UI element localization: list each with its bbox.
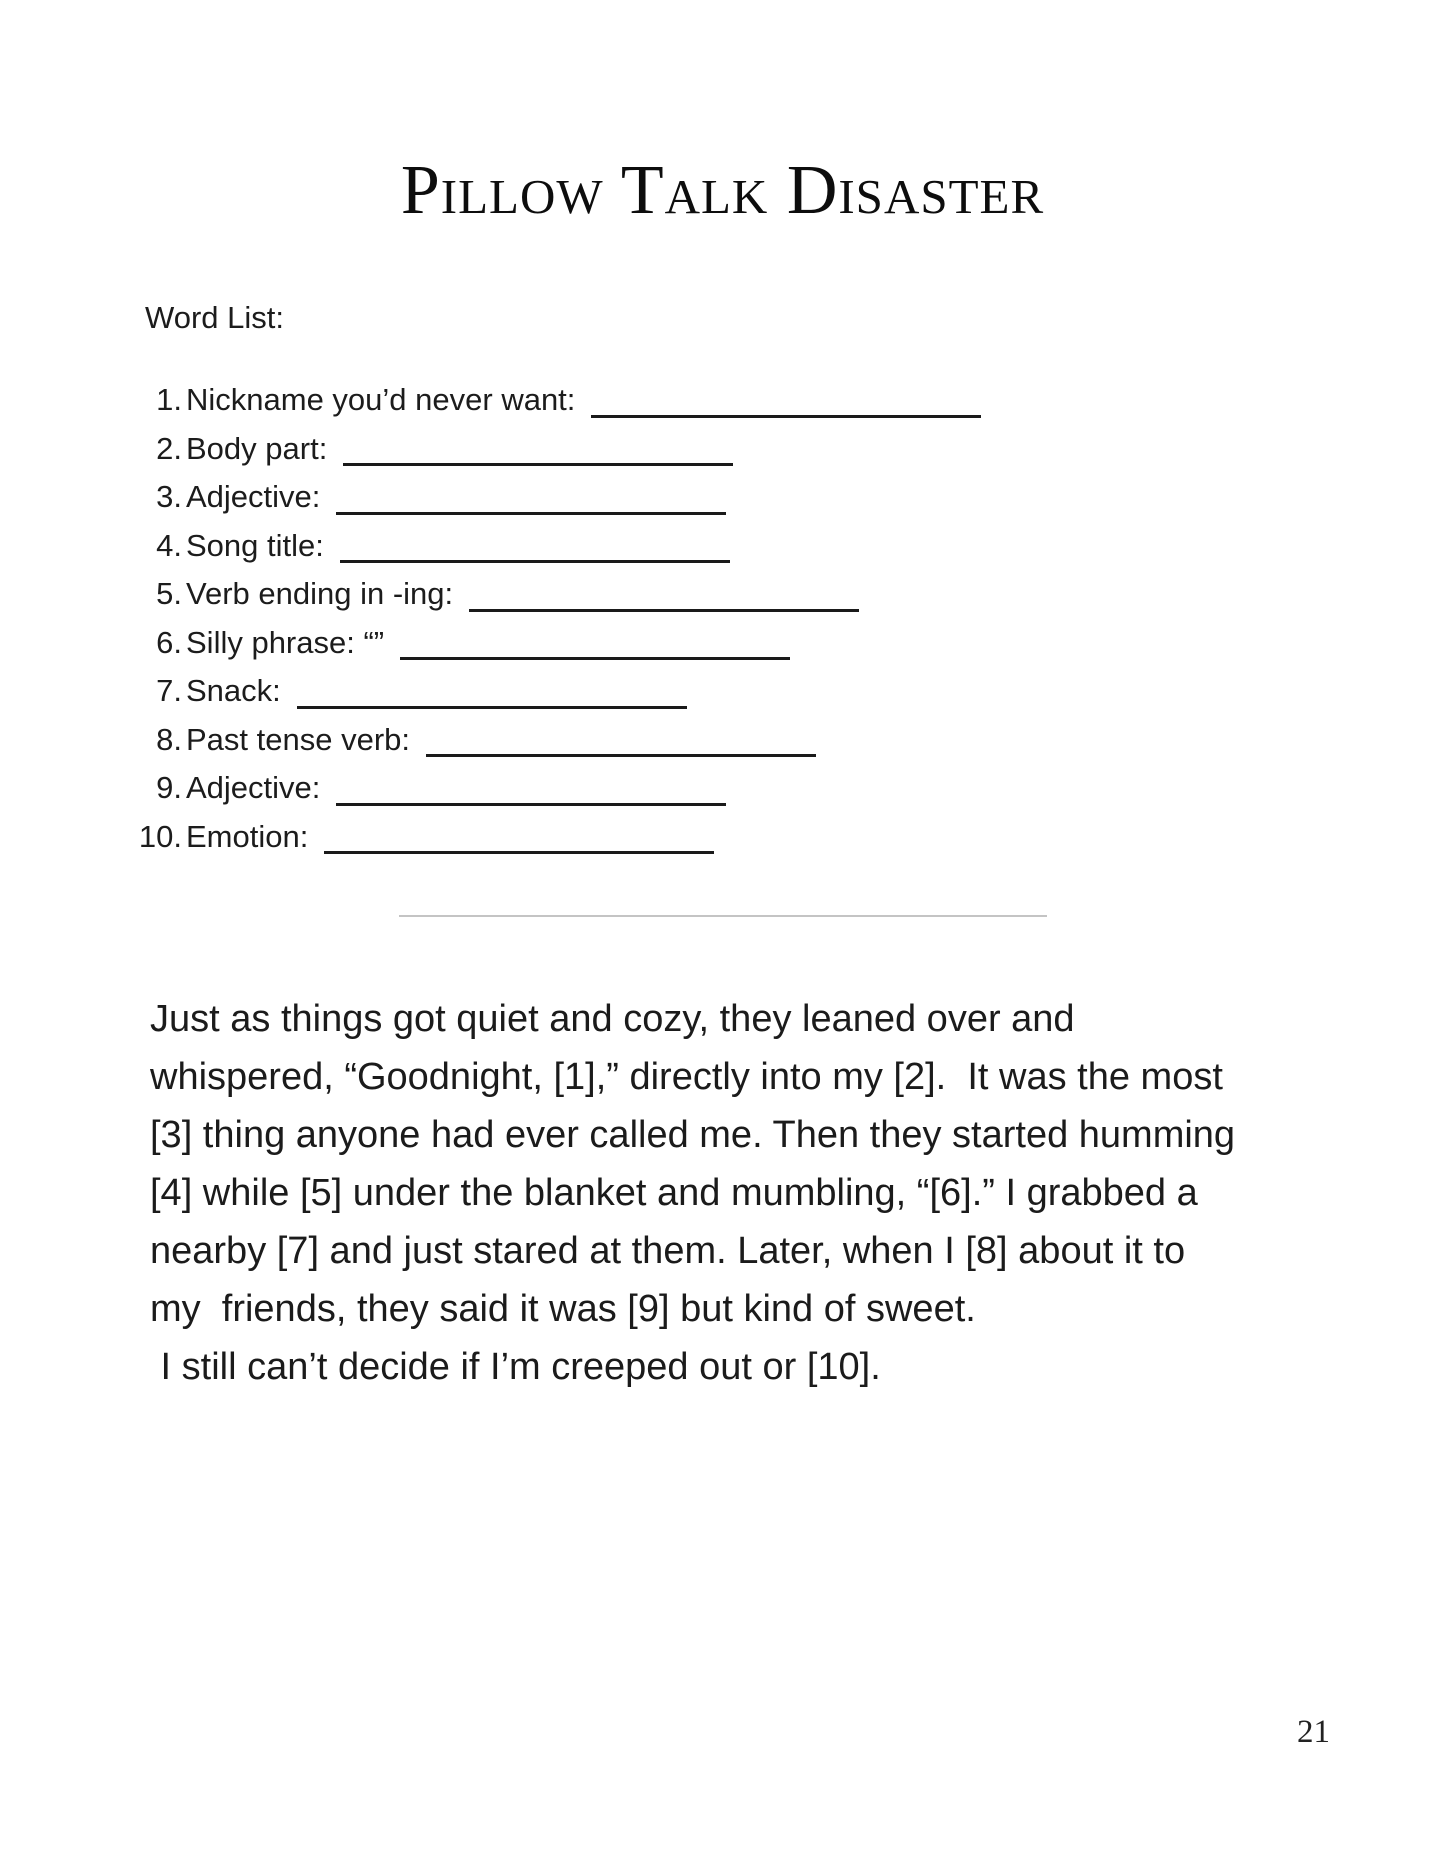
blank-line	[400, 657, 790, 660]
item-label: Body part:	[186, 430, 328, 466]
word-list-item	[132, 473, 981, 522]
story-line: whispered, “Goodnight, [1],” directly into my [2]. It was the most	[150, 1056, 1223, 1098]
story-line: nearby [7] and just stared at them. Later, when I [8] about it to	[150, 1230, 1186, 1272]
page-number: 21	[1297, 1714, 1330, 1750]
item-number: 6.	[156, 624, 182, 660]
item-number: 8.	[156, 721, 182, 757]
word-list-heading: Word List:	[145, 300, 284, 335]
word-list-item	[132, 376, 981, 425]
item-number: 9.	[156, 770, 182, 805]
item-number: 5.	[156, 576, 182, 611]
item-label: Adjective:	[186, 479, 321, 514]
section-divider	[399, 915, 1047, 917]
item-label: Song title:	[186, 527, 324, 563]
item-label: Adjective:	[186, 770, 321, 805]
item-number: 10.	[138, 818, 182, 854]
word-list-item	[132, 813, 981, 862]
item-label: Snack:	[186, 673, 281, 708]
blank-line	[591, 415, 981, 418]
blank-line	[336, 803, 726, 806]
blank-line	[469, 609, 859, 612]
blank-line	[426, 754, 816, 757]
blank-line	[336, 512, 726, 515]
blank-line	[343, 463, 733, 466]
item-number: 1.	[156, 382, 182, 417]
story-line: [3] thing anyone had ever called me. Then they started humming	[150, 1114, 1236, 1156]
item-number: 3.	[156, 479, 182, 514]
item-label: Silly phrase: “”	[186, 624, 385, 660]
word-list-item	[132, 522, 981, 571]
word-list-item	[132, 619, 981, 668]
word-list-item	[132, 764, 981, 813]
story-line: Just as things got quiet and cozy, they leaned over and	[150, 998, 1075, 1040]
story-line: [4] while [5] under the blanket and mumbling, “[6].” I grabbed a	[150, 1172, 1198, 1214]
item-label: Emotion:	[186, 818, 309, 854]
blank-line	[340, 560, 730, 563]
word-list-item	[132, 425, 981, 474]
item-label: Verb ending in -ing:	[186, 576, 454, 611]
blank-line	[297, 706, 687, 709]
story-line: I still can’t decide if I’m creeped out or [10].	[150, 1346, 881, 1388]
item-label: Nickname you’d never want:	[186, 382, 576, 417]
word-list-item	[132, 667, 981, 716]
word-list-item	[132, 716, 981, 765]
item-number: 4.	[156, 527, 182, 563]
item-label: Past tense verb:	[186, 721, 411, 757]
blank-line	[324, 851, 714, 854]
story-line: my friends, they said it was [9] but kind of sweet.	[150, 1288, 976, 1330]
item-number: 2.	[156, 430, 182, 466]
word-list	[132, 376, 981, 861]
page-title: Pillow Talk Disaster	[400, 152, 1045, 229]
story-paragraph	[150, 990, 1235, 1396]
word-list-item	[132, 570, 981, 619]
item-number: 7.	[156, 673, 182, 708]
